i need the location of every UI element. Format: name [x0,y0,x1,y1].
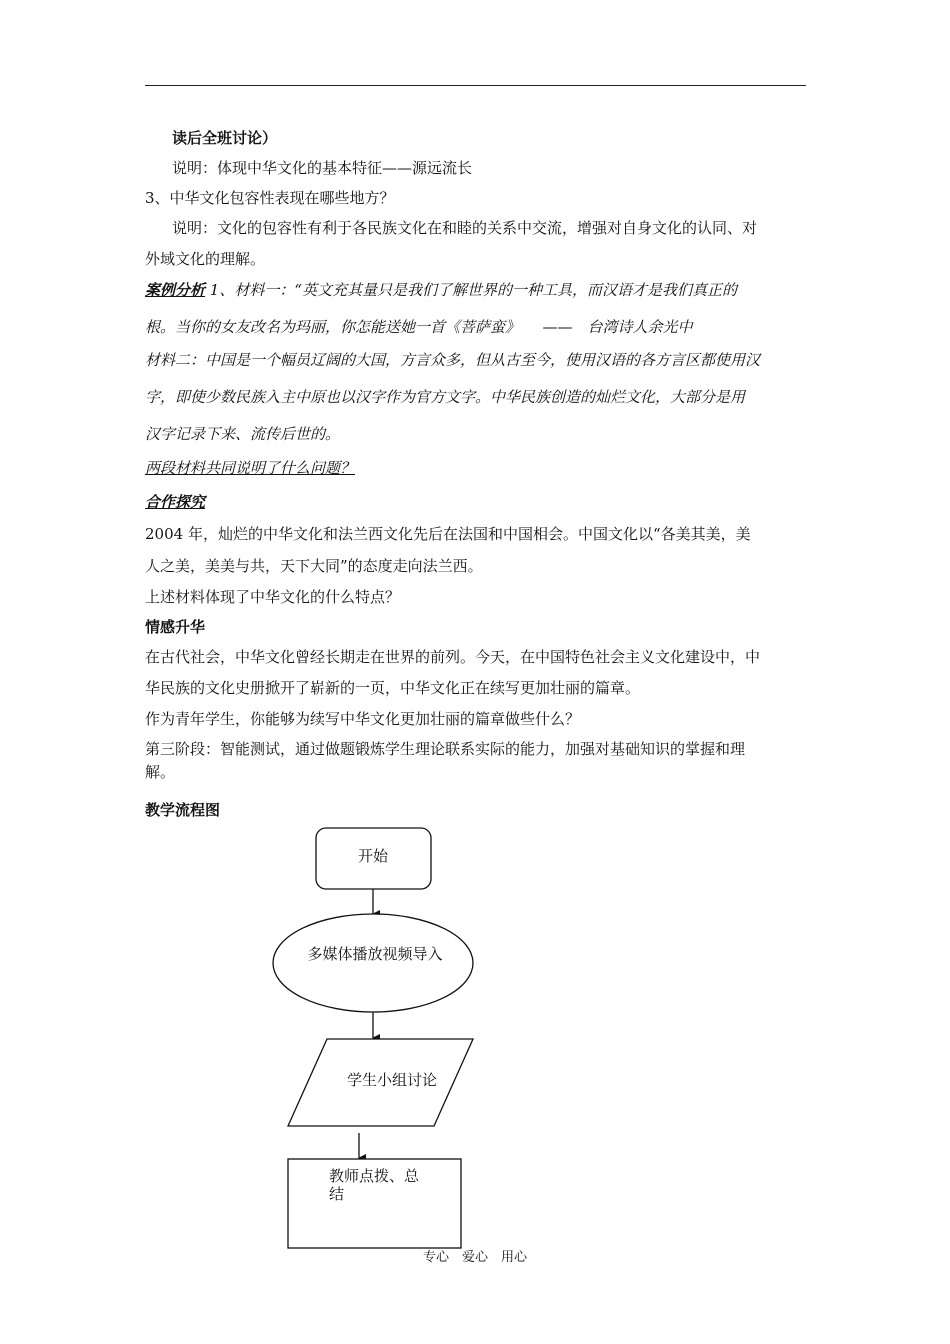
emotion-heading: 情感升华 [145,618,206,636]
paragraph-line: 2004 年，灿烂的中华文化和法兰西文化先后在法国和中国相会。中国文化以“各美其美，美 [145,525,751,543]
paragraph-line: 说明：体现中华文化的基本特征——源远流长 [172,159,473,177]
flow-discussion-label: 学生小组讨论 [346,1071,438,1089]
case-material-line: 字，即使少数民族入主中原也以汉字作为官方文字。中华民族创造的灿烂文化，大部分是用 [145,388,746,406]
case-material-line: 材料二：中国是一个幅员辽阔的大国，方言众多，但从古至今，使用汉语的各方言区都使用汉 [145,351,761,369]
flow-start-label: 开始 [357,847,389,865]
paragraph-line: 外域文化的理解。 [145,250,266,268]
paragraph-line: 解。 [145,763,176,781]
paragraph-line: 说明：文化的包容性有利于各民族文化在和睦的关系中交流，增强对自身文化的认同、对 [172,219,758,237]
cooperation-heading: 合作探究 [145,493,206,511]
question-line: 3、中华文化包容性表现在哪些地方？ [145,189,395,207]
case-analysis-heading: 案例分析 [145,281,206,299]
question-line: 上述材料体现了中华文化的什么特点？ [145,588,401,606]
flow-summary-label-line2: 结 [329,1185,345,1203]
case-material-line: 汉字记录下来、流传后世的。 [145,425,341,443]
paragraph-line: 读后全班讨论） [172,129,278,147]
case-material-line: 根。当你的女友改名为玛丽，你怎能送她一首《菩萨蛮》 —— 台湾诗人余光中 [145,318,693,336]
flow-video-node [273,914,473,1012]
case-material-one: 1、材料一：“英文充其量只是我们了解世界的一种工具，而汉语才是我们真正的 [205,281,737,299]
paragraph-line: 第三阶段：智能测试，通过做题锻炼学生理论联系实际的能力，加强对基础知识的掌握和理 [145,740,746,758]
question-line: 作为青年学生，你能够为续写中华文化更加壮丽的篇章做些什么？ [145,710,581,728]
paragraph-line: 在古代社会，中华文化曾经长期走在世界的前列。今天，在中国特色社会主义文化建设中，中 [145,648,761,666]
paragraph-line: 华民族的文化史册掀开了崭新的一页，中华文化正在续写更加壮丽的篇章。 [145,679,641,697]
page-footer: 专心 爱心 用心 [422,1250,527,1265]
paragraph-line: 人之美，美美与共，天下大同”的态度走向法兰西。 [145,557,483,575]
flow-video-label: 多媒体播放视频导入 [307,945,443,963]
case-question: 两段材料共同说明了什么问题？ [145,459,356,477]
flow-summary-label-line1: 教师点拨、总 [329,1167,420,1185]
flowchart-heading: 教学流程图 [145,801,221,819]
